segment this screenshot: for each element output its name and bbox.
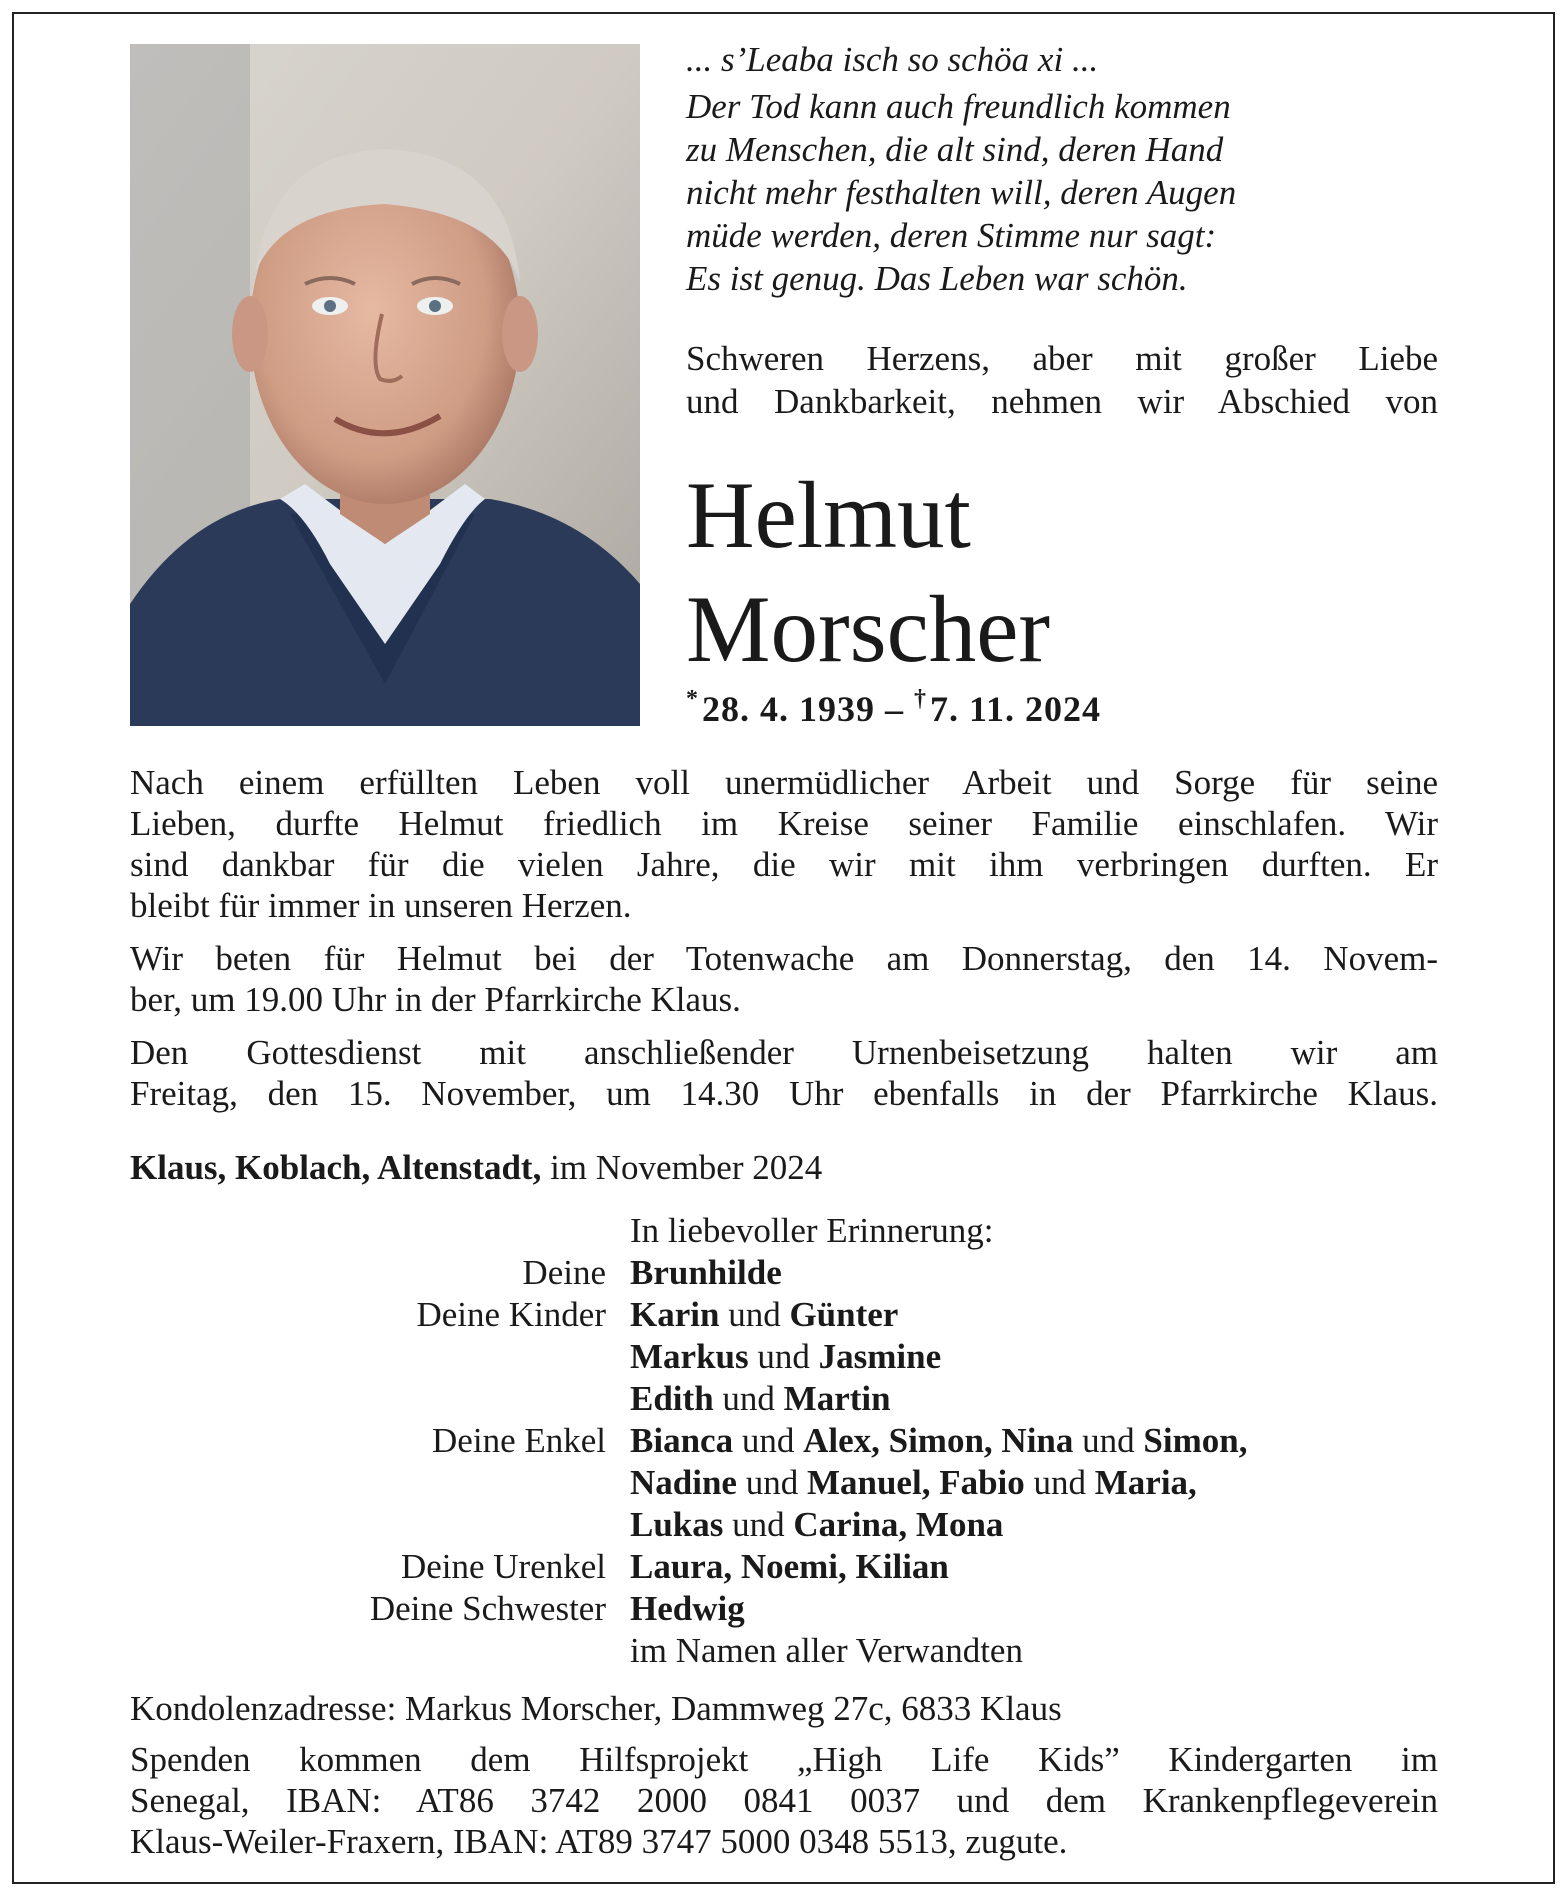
- family-member-name: Markus: [630, 1337, 749, 1376]
- family-member-name: Bianca: [630, 1421, 734, 1460]
- text-line: Den Gottesdienst mit anschließender Urnenbeisetzung halten wir am: [130, 1033, 1438, 1072]
- family-member-name: Hedwig: [630, 1589, 745, 1628]
- family-member-name: Lukas: [630, 1505, 724, 1544]
- family-relation: [130, 1336, 630, 1378]
- text-line: Freitag, den 15. November, um 14.30 Uhr ebenfalls in der Pfarrkirche Klaus.: [130, 1074, 1438, 1113]
- death-symbol: †: [914, 686, 927, 712]
- intro-line: und Dankbarkeit, nehmen wir Abschied von: [686, 382, 1438, 421]
- family-member-name: Brunhilde: [630, 1253, 782, 1292]
- intro-line: Schweren Herzens, aber mit großer Liebe: [686, 339, 1438, 378]
- birth-symbol: *: [686, 686, 699, 712]
- family-member-name: Karin: [630, 1295, 720, 1334]
- family-row: [130, 1630, 1450, 1672]
- family-relation: Deine Urenkel: [400, 1547, 606, 1586]
- motto-line: zu Menschen, die alt sind, deren Hand: [686, 130, 1224, 169]
- family-row: [130, 1336, 1450, 1378]
- donation-line: Klaus-Weiler-Fraxern, IBAN: AT89 3747 5000 0348 5513, zugute.: [130, 1822, 1068, 1861]
- family-row: [130, 1420, 1450, 1462]
- obituary-text: [130, 762, 1438, 1126]
- family-row: [130, 1294, 1450, 1336]
- family-names: [630, 1252, 782, 1294]
- text-line: Nach einem erfüllten Leben voll unermüdlicher Arbeit und Sorge für seine: [130, 763, 1438, 802]
- text-line: bleibt für immer in unseren Herzen.: [130, 886, 632, 925]
- notice-date: im November 2024: [550, 1148, 823, 1187]
- family-member-name: Maria,: [1094, 1463, 1197, 1502]
- family-relation: [130, 1462, 630, 1504]
- place-and-date: [130, 1148, 822, 1188]
- donation-line: Senegal, IBAN: AT86 3742 2000 0841 0037 und dem Krankenpflegeverein: [130, 1781, 1438, 1820]
- text-line: Lieben, durfte Helmut friedlich im Kreise seiner Familie einschlafen. Wir: [130, 804, 1438, 843]
- text-line: Wir beten für Helmut bei der Totenwache am Donnerstag, den 14. Novem-: [130, 939, 1438, 978]
- family-member-name: Alex, Simon, Nina: [803, 1421, 1074, 1460]
- paragraph-service: [130, 1032, 1438, 1114]
- family-member-name: Günter: [789, 1295, 899, 1334]
- family-relation: [130, 1630, 630, 1672]
- paragraph-vigil: [130, 938, 1438, 1020]
- date-separator: –: [885, 689, 904, 729]
- first-name: Helmut: [686, 462, 971, 568]
- family-connector: und: [723, 1505, 794, 1544]
- family-names: [630, 1336, 941, 1378]
- life-dates: [686, 688, 1101, 730]
- family-member-name: Simon,: [1143, 1421, 1248, 1460]
- family-connector: im Namen aller Verwandten: [630, 1631, 1023, 1670]
- family-relation: Deine Kinder: [416, 1295, 606, 1334]
- motto-line: müde werden, deren Stimme nur sagt:: [686, 216, 1217, 255]
- family-relation: [130, 1504, 630, 1546]
- family-row: [130, 1504, 1450, 1546]
- family-heading: In liebevoller Erinnerung:: [630, 1211, 994, 1250]
- family-connector: und: [733, 1421, 804, 1460]
- last-name: Morscher: [686, 576, 1051, 682]
- text-line: ber, um 19.00 Uhr in der Pfarrkirche Klaus.: [130, 980, 741, 1019]
- family-names: [630, 1588, 745, 1630]
- family-relation: Deine Schwester: [369, 1589, 606, 1628]
- motto-line: Es ist genug. Das Leben war schön.: [686, 259, 1188, 298]
- family-row: [130, 1252, 1450, 1294]
- family-connector: und: [1073, 1421, 1144, 1460]
- family-connector: und: [713, 1379, 784, 1418]
- towns: Klaus, Koblach, Altenstadt,: [130, 1148, 542, 1187]
- family-names: [630, 1546, 949, 1588]
- motto-line: Der Tod kann auch freundlich kommen: [686, 87, 1231, 126]
- footer-info: [130, 1688, 1438, 1862]
- family-relation: Deine Enkel: [432, 1421, 606, 1460]
- family-list: [130, 1210, 1450, 1672]
- family-names: [630, 1504, 1003, 1546]
- family-member-name: Martin: [783, 1379, 891, 1418]
- motto-line: ... s’Leaba isch so schöa xi ...: [686, 40, 1099, 79]
- motto-poem: [686, 38, 1466, 300]
- death-date: 7. 11. 2024: [930, 689, 1102, 729]
- family-relation: [130, 1378, 630, 1420]
- family-connector: und: [748, 1337, 819, 1376]
- family-names: [630, 1630, 1023, 1672]
- family-heading-row: [130, 1210, 1450, 1252]
- family-row: [130, 1546, 1450, 1588]
- text-line: sind dankbar für die vielen Jahre, die wir mit ihm verbringen durften. Er: [130, 845, 1438, 884]
- family-relation: Deine: [522, 1253, 606, 1292]
- motto-line: nicht mehr festhalten will, deren Augen: [686, 173, 1237, 212]
- family-member-name: Carina, Mona: [793, 1505, 1004, 1544]
- family-names: [630, 1378, 891, 1420]
- family-member-name: Jasmine: [818, 1337, 942, 1376]
- family-member-name: Nadine: [630, 1463, 737, 1502]
- farewell-intro: [686, 337, 1438, 423]
- family-connector: und: [736, 1463, 807, 1502]
- portrait-photo: [130, 44, 640, 726]
- family-connector: und: [1024, 1463, 1095, 1502]
- family-names: [630, 1420, 1247, 1462]
- family-connector: und: [719, 1295, 790, 1334]
- donation-line: Spenden kommen dem Hilfsprojekt „High Life Kids” Kindergarten im: [130, 1740, 1438, 1779]
- family-names: [630, 1462, 1197, 1504]
- family-member-name: Manuel, Fabio: [806, 1463, 1025, 1502]
- deceased-name: [686, 458, 1050, 686]
- birth-date: 28. 4. 1939: [702, 689, 875, 729]
- condolence-address: Kondolenzadresse: Markus Morscher, Dammweg 27c, 6833 Klaus: [130, 1689, 1062, 1728]
- family-row: [130, 1378, 1450, 1420]
- paragraph-life: [130, 762, 1438, 926]
- family-row: [130, 1462, 1450, 1504]
- family-row: [130, 1588, 1450, 1630]
- family-member-name: Laura, Noemi, Kilian: [630, 1547, 949, 1586]
- family-member-name: Edith: [630, 1379, 714, 1418]
- family-names: [630, 1294, 898, 1336]
